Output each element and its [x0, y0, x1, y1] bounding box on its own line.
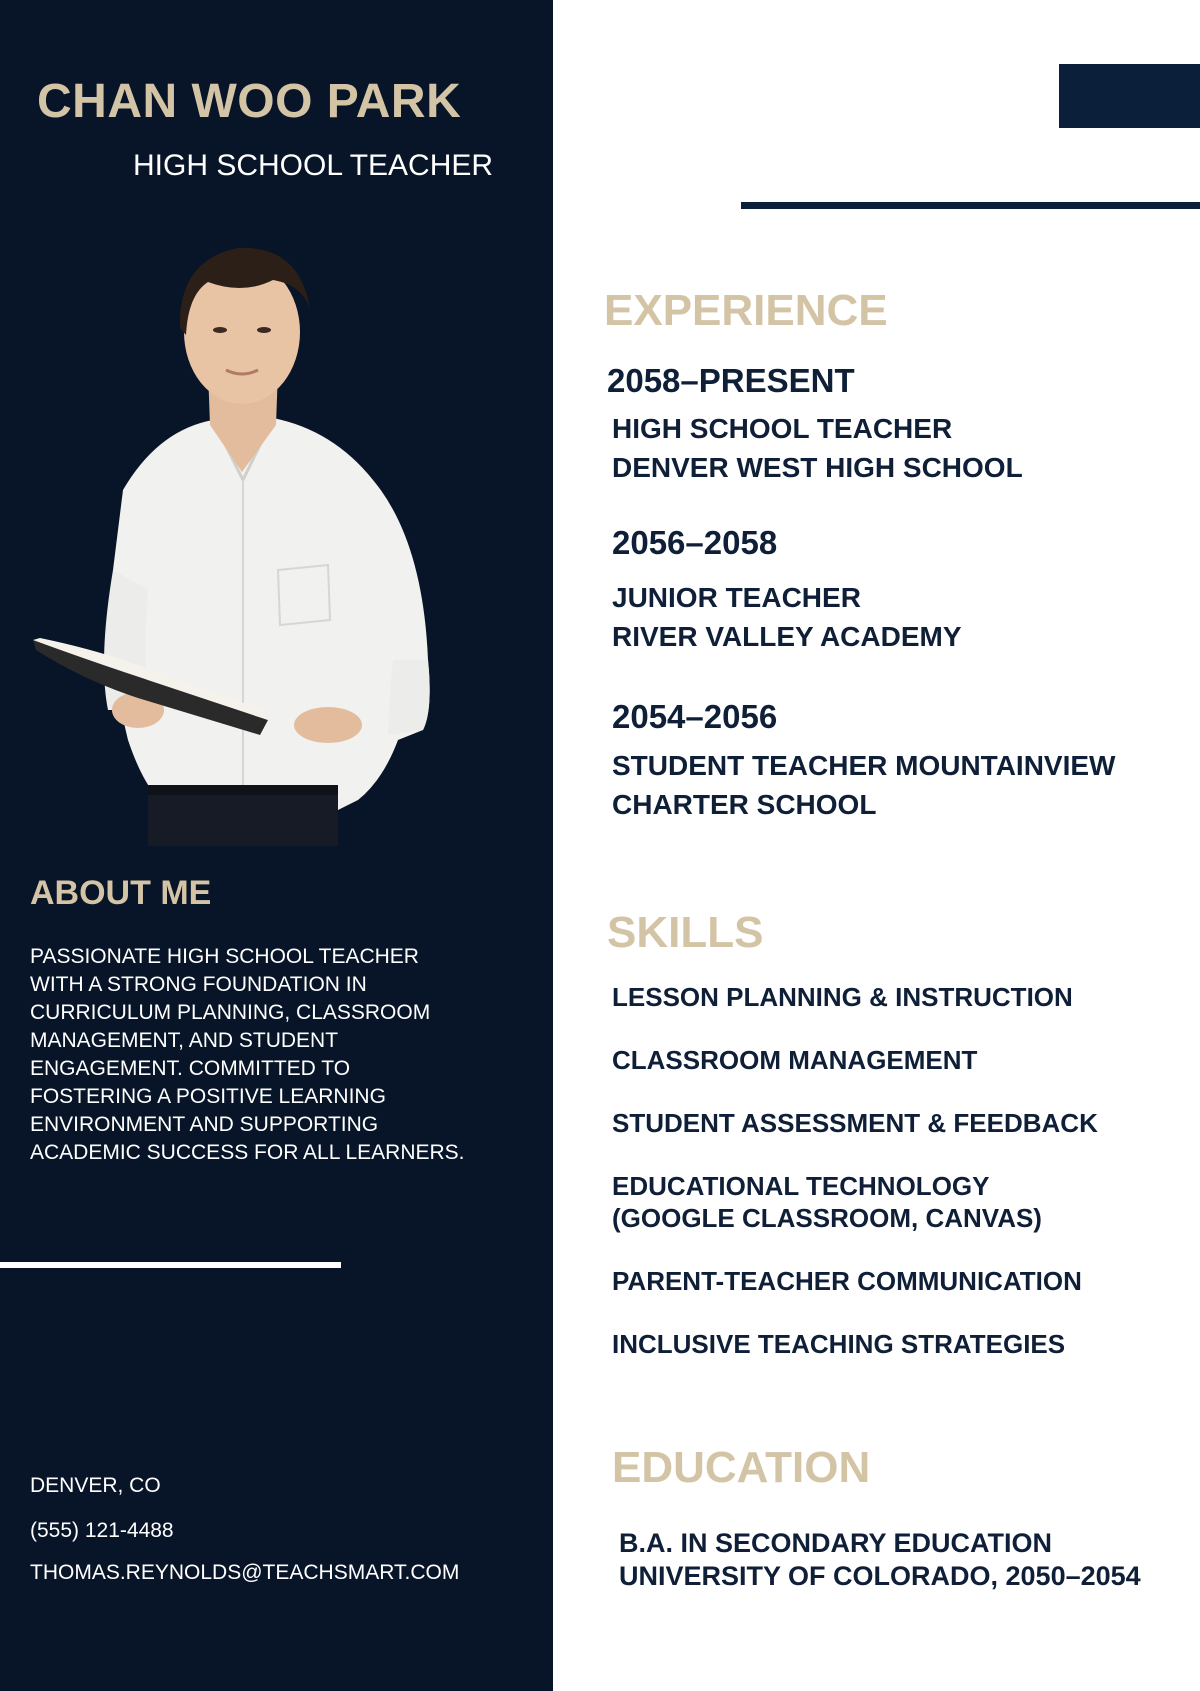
skill-item: PARENT-TEACHER COMMUNICATION	[612, 1266, 1082, 1296]
education-school: UNIVERSITY OF COLORADO, 2050–2054	[619, 1561, 1141, 1591]
person-name: CHAN WOO PARK	[37, 75, 462, 128]
contact-location: DENVER, CO	[30, 1474, 161, 1497]
skill-item-detail: (GOOGLE CLASSROOM, CANVAS)	[612, 1203, 1042, 1233]
job-title: HIGH SCHOOL TEACHER	[133, 149, 494, 182]
skill-item: EDUCATIONAL TECHNOLOGY	[612, 1171, 990, 1201]
sidebar	[0, 0, 553, 1691]
about-text: PASSIONATE HIGH SCHOOL TEACHER WITH A STRONG FOUNDATION IN CURRICULUM PLANNING, CLASSROOM MANAGEMENT, AND STUDENT ENGAGEMENT. COMMITTED TO FOSTERING A POSITIVE LEARNING ENVIRONMENT AND SUPPORTING ACADEMIC SUCCESS FOR ALL LEARNERS.	[30, 945, 465, 1164]
contact-email: THOMAS.REYNOLDS@TEACHSMART.COM	[30, 1561, 460, 1584]
main-content	[553, 0, 1200, 1691]
experience-years: 2058–PRESENT	[607, 362, 855, 399]
experience-heading: EXPERIENCE	[604, 286, 888, 335]
about-divider	[0, 1262, 341, 1268]
experience-employer: CHARTER SCHOOL	[612, 789, 877, 820]
skill-item: LESSON PLANNING & INSTRUCTION	[612, 982, 1073, 1012]
profile-photo	[28, 240, 488, 846]
contact-phone: (555) 121-4488	[30, 1519, 174, 1542]
skills-heading: SKILLS	[607, 908, 764, 957]
experience-employer: RIVER VALLEY ACADEMY	[612, 621, 962, 652]
experience-position: STUDENT TEACHER MOUNTAINVIEW	[612, 750, 1116, 781]
skill-item: STUDENT ASSESSMENT & FEEDBACK	[612, 1108, 1098, 1138]
experience-position: JUNIOR TEACHER	[612, 582, 861, 613]
skill-item: INCLUSIVE TEACHING STRATEGIES	[612, 1329, 1066, 1359]
education-degree: B.A. IN SECONDARY EDUCATION	[619, 1528, 1053, 1558]
experience-employer: DENVER WEST HIGH SCHOOL	[612, 452, 1023, 483]
top-divider	[741, 202, 1200, 209]
experience-years: 2054–2056	[612, 698, 778, 735]
skill-item: CLASSROOM MANAGEMENT	[612, 1045, 978, 1075]
experience-years: 2056–2058	[612, 524, 778, 561]
about-heading: ABOUT ME	[30, 874, 212, 912]
education-heading: EDUCATION	[612, 1443, 871, 1492]
experience-position: HIGH SCHOOL TEACHER	[612, 413, 953, 444]
corner-decoration	[1059, 64, 1200, 128]
